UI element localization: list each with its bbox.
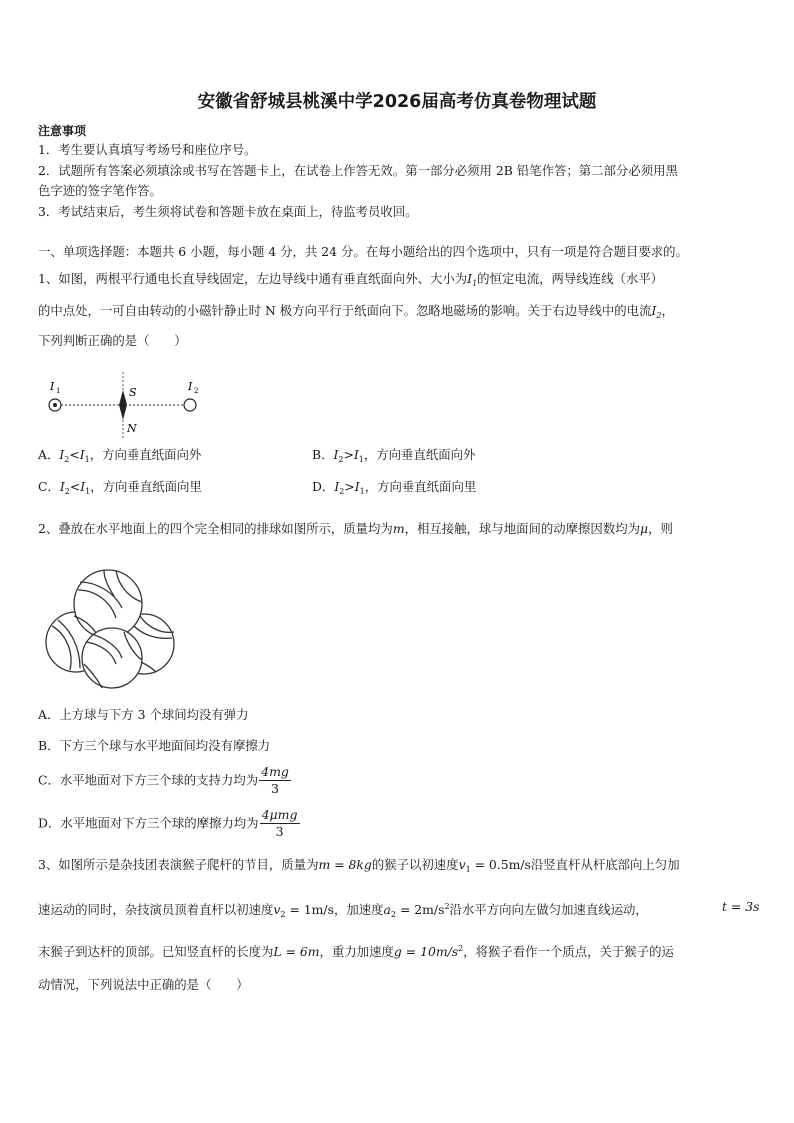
section-heading: 一、单项选择题：本题共 6 小题，每小题 4 分，共 24 分。在每小题给出的四个选项中，只有一项是符合题目要求的。	[38, 244, 688, 259]
fraction	[259, 764, 291, 797]
fig-label-n: N	[127, 422, 137, 435]
option-key: A．	[38, 447, 60, 462]
q2-option-b[interactable]: B．下方三个球与水平地面间均没有摩擦力	[38, 738, 271, 753]
q3-text: 的猴子以初速度	[371, 857, 459, 872]
denominator: 3	[275, 824, 284, 839]
option-key: C．	[38, 479, 60, 494]
q3-text: 3、如图所示是杂技团表演猴子爬杆的节目，质量为	[38, 857, 319, 872]
q3-math: v	[458, 857, 466, 872]
q2-mass: m	[392, 521, 405, 536]
q3-math: = 1m/s	[285, 902, 334, 917]
q3-sup: 2	[444, 902, 450, 911]
fig-label-i1-sub: 1	[56, 387, 61, 395]
option-text: ，方向垂直纸面向外	[363, 447, 476, 462]
q3-sub: 1	[465, 865, 471, 874]
option-var: I	[333, 447, 339, 462]
q1-line1	[38, 272, 663, 291]
q3-text: ，重力加速度	[319, 944, 394, 959]
option-var: I	[353, 447, 359, 462]
q3-math: = 0.5m/s	[470, 857, 531, 872]
option-sub: 2	[338, 455, 344, 464]
q3-line2	[38, 900, 648, 922]
q2-text: ，则	[648, 521, 673, 536]
option-var: I	[59, 447, 65, 462]
right-wire	[184, 399, 196, 411]
q1-text: 1、如图，两根平行通电长直导线固定，左边导线中通有垂直纸面向外、大小为	[38, 271, 468, 286]
fraction	[260, 807, 300, 840]
option-text: C．水平地面对下方三个球的支持力均为	[38, 772, 259, 788]
option-sub: 1	[358, 455, 364, 464]
q3-math: a	[383, 902, 391, 917]
q2-stem	[38, 522, 673, 536]
option-op: >	[344, 479, 355, 494]
option-op: <	[69, 447, 80, 462]
option-key: B．	[312, 447, 334, 462]
q1-line3: 下列判断正确的是（ ）	[38, 333, 187, 348]
fig-label-s: S	[129, 386, 137, 399]
notice-heading: 注意事项	[38, 124, 87, 138]
volleyball-figure	[44, 560, 178, 694]
option-var: I	[354, 479, 360, 494]
q3-math: = 2m/s	[396, 902, 445, 917]
q3-text: ，将猴子看作一个质点，关于猴子的运	[463, 944, 674, 959]
q3-sup: 2	[458, 944, 464, 953]
q3-math: m = 8kg	[318, 857, 372, 872]
fig-label-i2: I	[188, 380, 193, 393]
compass-needle	[119, 390, 127, 420]
q2-option-a[interactable]: A．上方球与下方 3 个球间均没有弹力	[38, 707, 249, 722]
q3-math: L = 6m	[273, 944, 320, 959]
q1-i1: $I_1$	[467, 271, 478, 288]
q3-text: 沿竖直杆从杆底部向上匀加	[530, 857, 680, 872]
notice-item-2: 2．试题所有答案必须填涂或书写在答题卡上，在试卷上作答无效。第一部分必须用 2B 铅笔作答；第二部分必须用黑	[38, 163, 678, 178]
page-title: 安徽省舒城县桃溪中学2026届高考仿真卷物理试题	[197, 92, 597, 112]
option-var: I	[59, 479, 65, 494]
option-text: D．水平地面对下方三个球的摩擦力均为	[38, 815, 259, 831]
q3-line4: 动情况，下列说法中正确的是（ ）	[38, 977, 249, 992]
option-op: >	[343, 447, 354, 462]
option-text: ，方向垂直纸面向外	[89, 447, 202, 462]
q1-line2	[38, 304, 674, 323]
numerator: 4mg	[261, 764, 289, 779]
q2-text: ，相互接触，球与地面间的动摩擦因数均为	[404, 521, 640, 536]
q1-option-a[interactable]	[38, 448, 201, 467]
q3-text: ，加速度	[333, 902, 384, 917]
notice-item-1: 1．考生要认真填写考场号和座位序号。	[38, 142, 257, 157]
notice-item-3: 3．考试结束后，考生须将试卷和答题卡放在桌面上，待监考员收回。	[38, 204, 418, 219]
option-text: ，方向垂直纸面向里	[90, 479, 202, 494]
q1-text: 的中点处，一可自由转动的小磁针静止时 N 极方向平行于纸面向下。忽略地磁场的影响。关于右边导线中的电流	[38, 303, 652, 318]
denominator: 3	[271, 781, 279, 796]
option-sub: 1	[359, 487, 365, 496]
option-var: I	[334, 479, 340, 494]
q1-text: 的恒定电流，两导线连线（水平）	[477, 271, 664, 286]
notice-item-2-cont: 色字迹的签字笔作答。	[38, 183, 162, 198]
q3-line3	[38, 942, 674, 959]
q3-text: 速运动的同时，杂技演员顶着直杆以初速度	[38, 902, 274, 917]
option-sub: 1	[85, 487, 91, 496]
q1-figure	[40, 370, 210, 442]
option-text: ，方向垂直纸面向里	[364, 479, 477, 494]
q3-line1	[38, 858, 680, 877]
q3-time: t = 3s	[722, 899, 760, 914]
option-var: I	[80, 479, 86, 494]
option-var: I	[79, 447, 85, 462]
fig-label-i1: I	[50, 380, 55, 393]
left-wire-dot	[53, 403, 57, 407]
q3-text: 末猴子到达杆的顶部。已知竖直杆的长度为	[38, 944, 274, 959]
q3-math: g = 10m/s	[393, 944, 459, 959]
q3-sub: 2	[390, 910, 396, 919]
q2-mu: μ	[640, 521, 649, 536]
q1-i2: $I_2$	[651, 303, 662, 320]
q1-option-c[interactable]	[38, 480, 202, 499]
fig-label-i2-sub: 2	[194, 387, 199, 395]
option-sub: 1	[84, 455, 90, 464]
q1-option-b[interactable]	[312, 448, 475, 467]
option-op: <	[69, 479, 81, 494]
option-sub: 2	[64, 487, 70, 496]
q2-option-d[interactable]	[38, 807, 300, 840]
ball-front	[82, 628, 142, 688]
option-sub: 2	[64, 455, 70, 464]
q2-option-c[interactable]	[38, 764, 291, 797]
q3-math: v	[273, 902, 281, 917]
q1-text: ，	[661, 303, 674, 318]
numerator: 4μmg	[261, 807, 298, 822]
q1-option-d[interactable]	[312, 480, 476, 499]
q3-sub: 2	[280, 910, 286, 919]
q3-text: 沿水平方向向左做匀加速直线运动，	[449, 902, 648, 917]
option-sub: 2	[339, 487, 345, 496]
option-key: D．	[312, 479, 335, 494]
q2-text: 2、叠放在水平地面上的四个完全相同的排球如图所示，质量均为	[38, 521, 393, 536]
